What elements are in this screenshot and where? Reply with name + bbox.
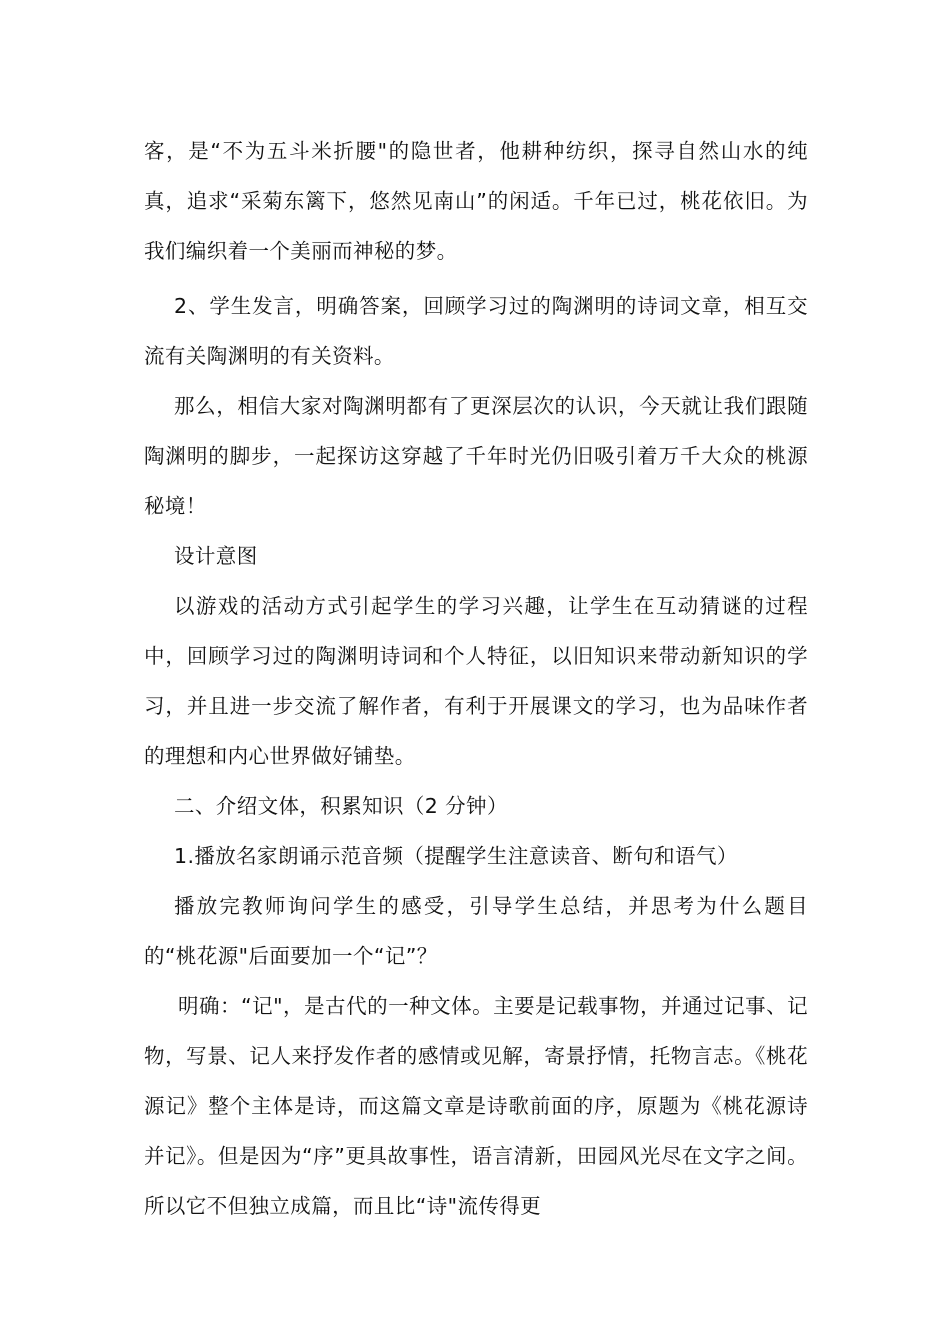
paragraph-intro-continuation: 客，是“不为五斗米折腰"的隐世者，他耕种纺织，探寻自然山水的纯真，追求“采菊东篱下，悠然见南山”的闲适。千年已过，桃花依旧。为我们编织着一个美丽而神秘的梦。 xyxy=(144,139,808,263)
paragraph-after-audio: 播放完教师询问学生的感受，引导学生总结，并思考为什么题目的“桃花源"后面要加一个“记”？ xyxy=(144,894,808,968)
heading-design-intent: 设计意图 xyxy=(174,544,258,568)
paragraph-clarification: 明确：“记"，是古代的一种文体。主要是记载事物，并通过记事、记物，写景、记人来抒发作者的感情或见解，寄景抒情，托物言志。《桃花源记》整个主体是诗，而这篇文章是诗歌前面的序，原题为《桃花源诗并记》。但是因为“序”更具故事性，语言清新，田园风光尽在文字之间。所以它不但独立成篇，而且比“诗"流传得更 xyxy=(144,994,808,1218)
paragraph-transition: 那么，相信大家对陶渊明都有了更深层次的认识，今天就让我们跟随陶渊明的脚步，一起探访这穿越了千年时光仍旧吸引着万千大众的桃源秘境！ xyxy=(144,394,808,518)
section-heading-genre: 二、介绍文体，积累知识（2 分钟） xyxy=(174,794,508,818)
paragraph-student-discussion: 2、学生发言，明确答案，回顾学习过的陶渊明的诗词文章，相互交流有关陶渊明的有关资料。 xyxy=(144,294,808,368)
step-play-audio: 1.播放名家朗诵示范音频（提醒学生注意读音、断句和语气） xyxy=(174,844,738,868)
document-body xyxy=(144,126,808,1231)
paragraph-design-intent: 以游戏的活动方式引起学生的学习兴趣，让学生在互动猜谜的过程中，回顾学习过的陶渊明诗词和个人特征，以旧知识来带动新知识的学习，并且进一步交流了解作者，有利于开展课文的学习，也为品味作者的理想和内心世界做好铺垫。 xyxy=(144,594,808,768)
